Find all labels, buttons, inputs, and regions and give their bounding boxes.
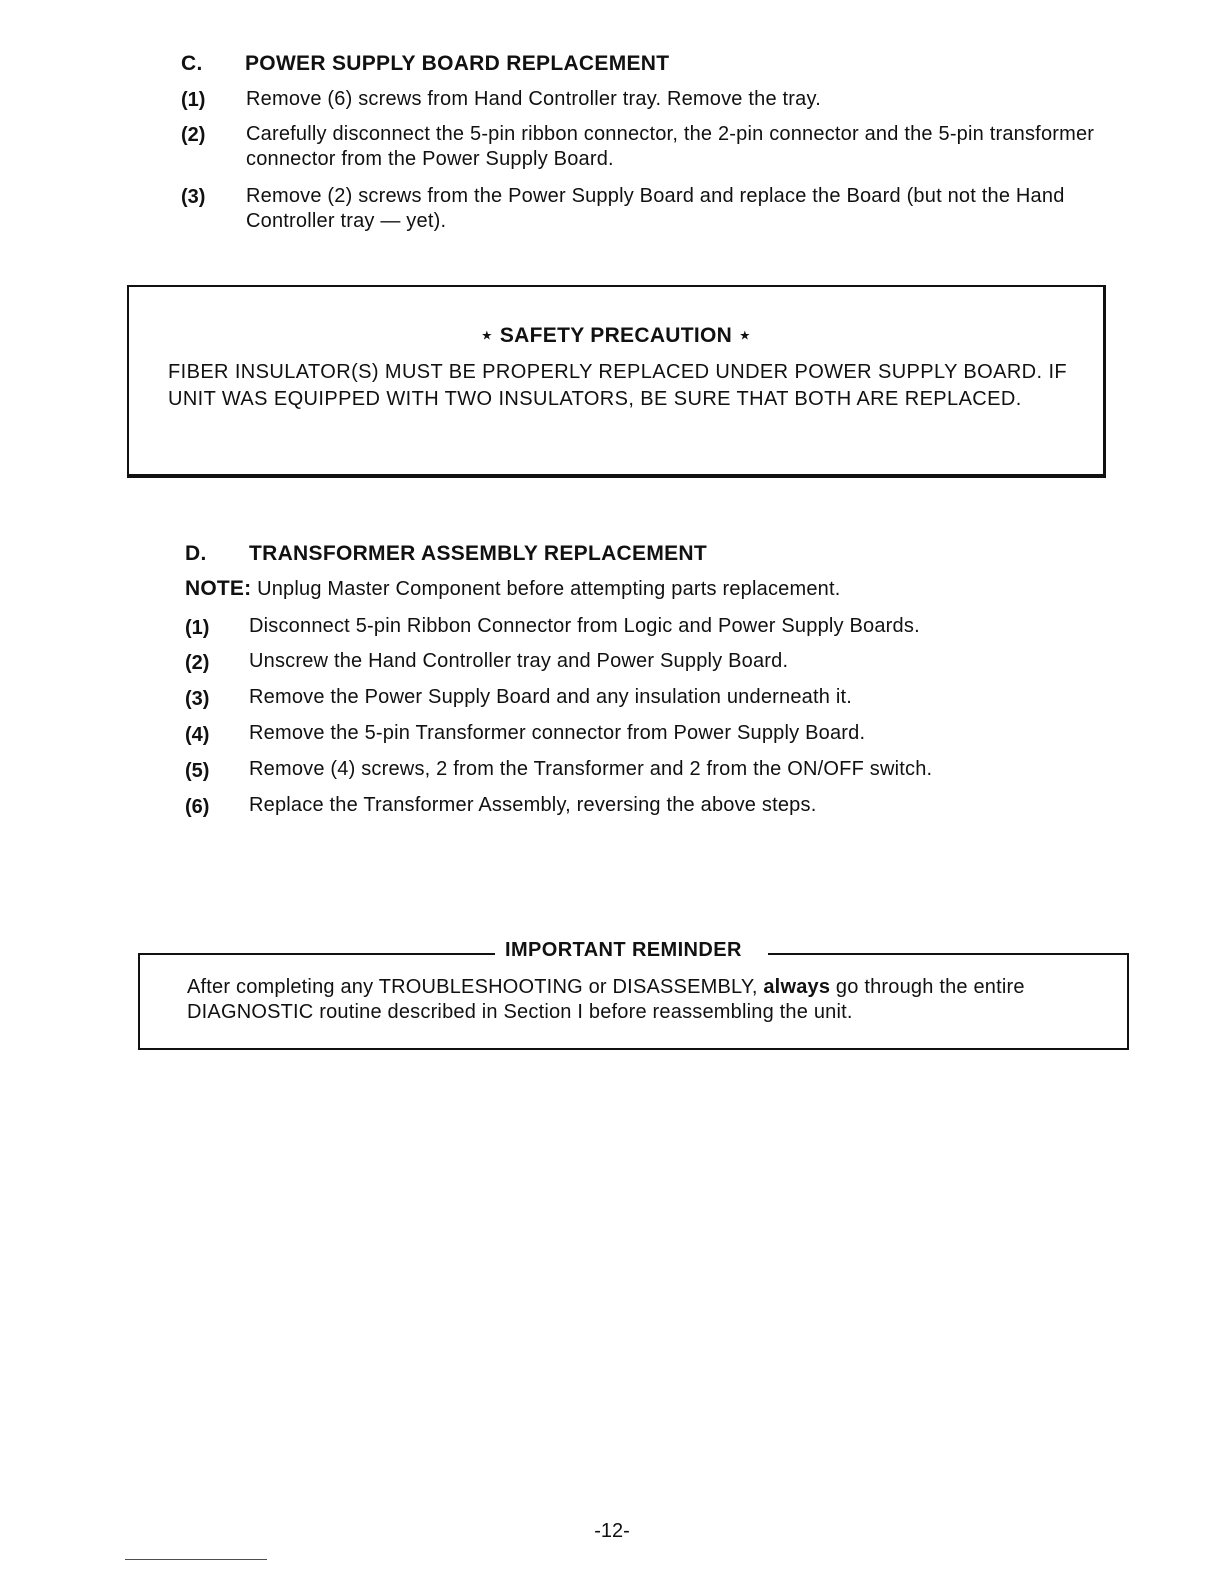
page-number: -12- [594,1520,630,1542]
footer-rule [125,1559,267,1560]
section-d-letter: D. [185,542,207,565]
reminder-rule-left [140,953,495,955]
reminder-text-bold: always [763,976,831,998]
step-text: Carefully disconnect the 5-pin ribbon connector, the 2-pin connector and the 5-pin transformer connector from the Power Supply Board. [246,123,1095,170]
safety-precaution-text: FIBER INSULATOR(S) MUST BE PROPERLY REPLACED UNDER POWER SUPPLY BOARD. IF UNIT WAS EQUIPPED WITH TWO INSULATORS, BE SURE THAT BOTH ARE REPLACED. [168,361,1068,410]
step-text: Disconnect 5-pin Ribbon Connector from Logic and Power Supply Boards. [249,615,920,637]
step-number: (1) [181,89,206,111]
step-text: Remove the Power Supply Board and any insulation underneath it. [249,686,852,708]
section-d-title: TRANSFORMER ASSEMBLY REPLACEMENT [249,542,708,565]
note-line [185,576,841,602]
note-text: Unplug Master Component before attempting parts replacement. [251,578,841,600]
step-number: (2) [181,124,206,146]
reminder-rule-right [768,953,1127,955]
reminder-text-before: After completing any TROUBLESHOOTING or DISASSEMBLY, [187,976,764,998]
step-number: (3) [181,186,206,208]
step-number: (4) [185,724,210,746]
step-number: (1) [185,617,210,639]
step-text: Unscrew the Hand Controller tray and Power Supply Board. [249,650,789,672]
important-reminder-text [187,975,1107,1025]
section-c-letter: C. [181,52,203,75]
step-text: Remove (4) screws, 2 from the Transformer and 2 from the ON/OFF switch. [249,758,933,780]
reminder-text-after: go through the entire DIAGNOSTIC routine described in Section I before reassembling the unit. [187,976,1025,1023]
important-reminder-box [138,939,1129,1050]
step-number: (2) [185,652,210,674]
safety-precaution-title: ⋆ SAFETY PRECAUTION ⋆ [480,324,752,347]
step-text: Remove the 5-pin Transformer connector from Power Supply Board. [249,722,866,744]
step-number: (5) [185,760,210,782]
note-label: NOTE: [185,577,252,600]
step-number: (6) [185,796,210,818]
step-text: Remove (6) screws from Hand Controller tray. Remove the tray. [246,88,821,110]
step-number: (3) [185,688,210,710]
safety-precaution-box [127,285,1106,478]
step-text: Remove (2) screws from the Power Supply Board and replace the Board (but not the Hand Controller tray — yet). [246,185,1065,232]
step-text: Replace the Transformer Assembly, reversing the above steps. [249,794,817,816]
section-c-title: POWER SUPPLY BOARD REPLACEMENT [245,52,670,75]
important-reminder-title: IMPORTANT REMINDER [505,939,742,961]
